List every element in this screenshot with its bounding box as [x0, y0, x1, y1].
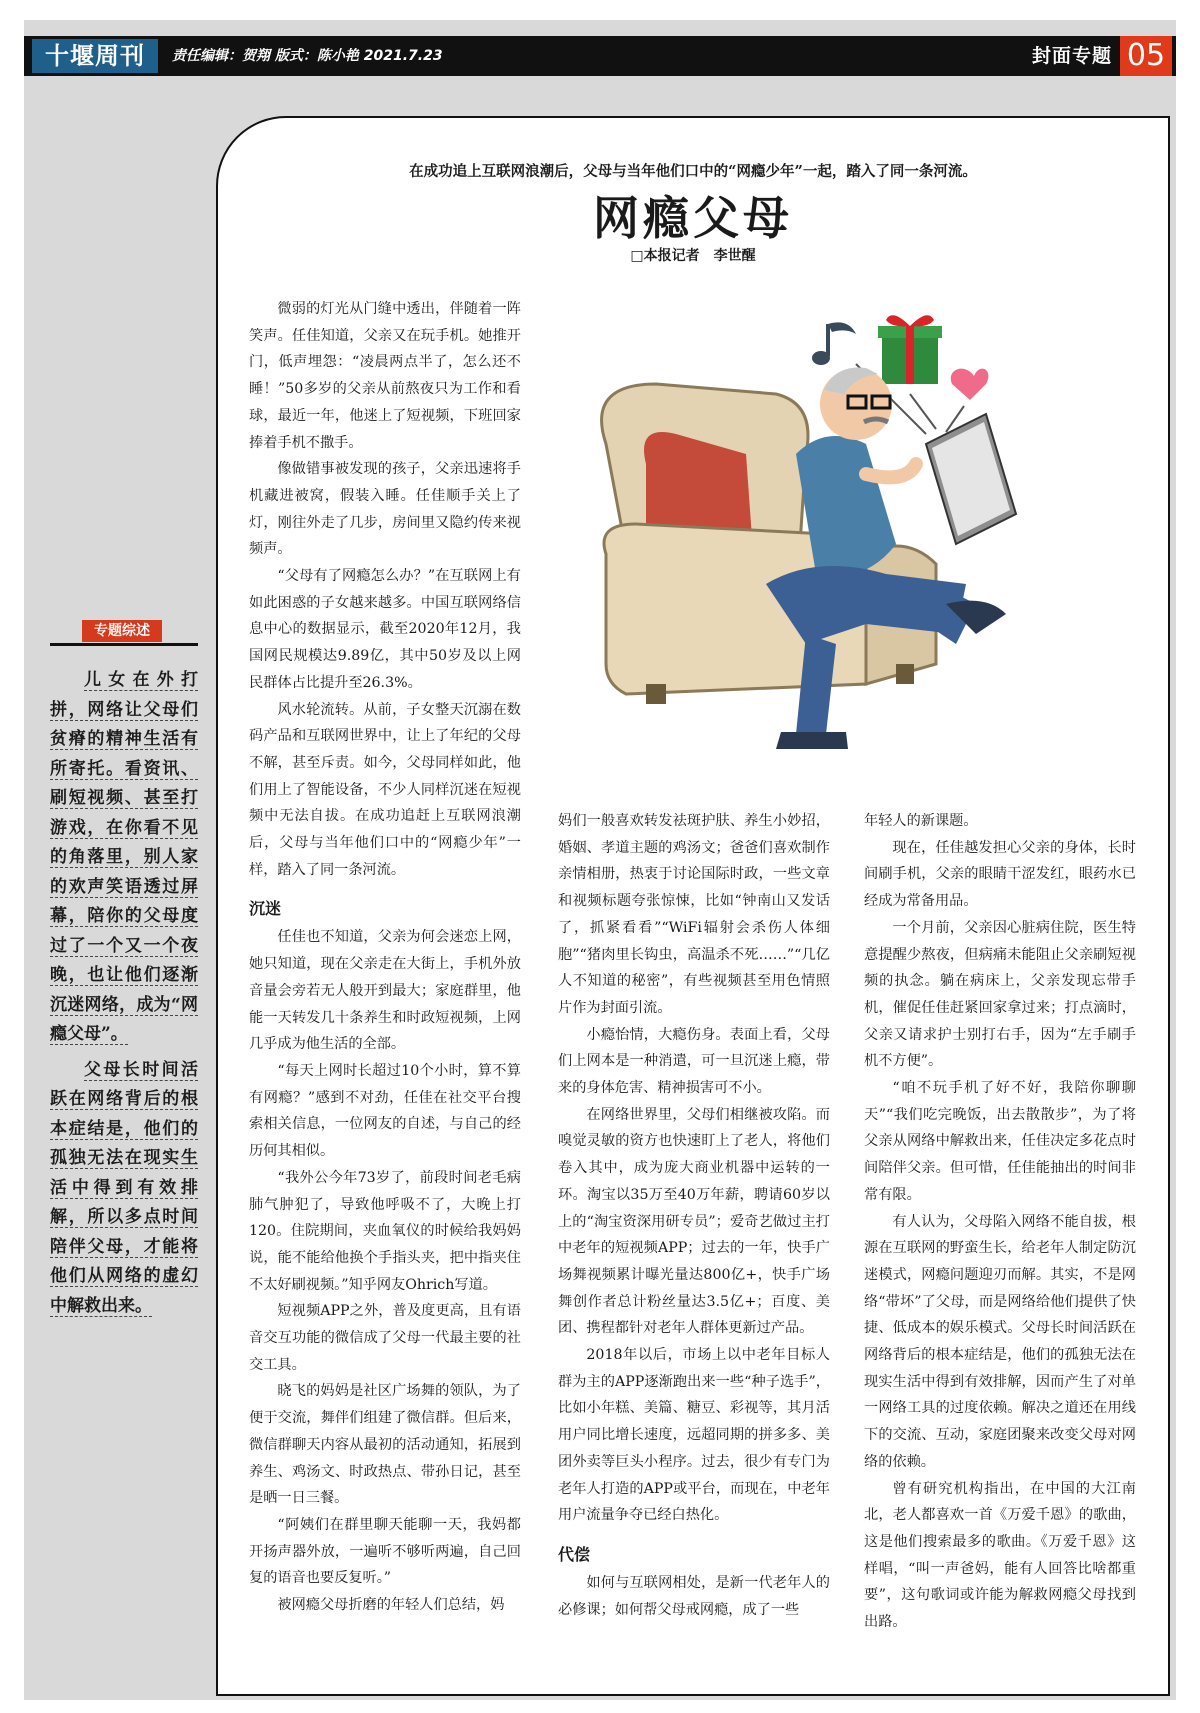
- paragraph: 2018年以后，市场上以中老年目标人群为主的APP逐渐跑出来一些“种子选手”，比如小年糕、美篇、糖豆、彩视等，其月活用户同比增长速度，远超同期的拼多多、美团外卖等巨头小程序。过去，很少有专门为老年人打造的APP或平台，而现在，中老年用户流量争夺已经白热化。: [558, 1347, 830, 1524]
- tablet-device: [926, 414, 1016, 544]
- article-column-2: [558, 808, 830, 1623]
- section-heading: 代偿: [558, 1544, 591, 1564]
- article-title: 网瘾父母: [593, 191, 793, 245]
- section-heading: 沉迷: [249, 899, 282, 919]
- paragraph: “父母有了网瘾怎么办？”在互联网上有如此困惑的子女越来越多。中国互联网络信息中心的数据显示，截至2020年12月，我国网民规模达9.89亿，其中50岁及以上网民群体占比提升至26.3%。: [249, 568, 521, 691]
- paragraph: 在网络世界里，父母们相继被攻陷。而嗅觉灵敏的资方也快速盯上了老人，将他们卷入其中，成为庞大商业机器中运转的一环。淘宝以35万至40万年薪，聘请60岁以上的“淘宝资深用研专员”；爱奇艺做过主打中老年的短视频APP；过去的一年，快手广场舞视频累计曝光量达800亿+，快手广场舞创作者总计粉丝量达3.5亿+；百度、美团、携程都针对老年人群体更新过产品。: [558, 1106, 830, 1337]
- sidebar-divider: [50, 643, 198, 646]
- paragraph: 小瘾怡情，大瘾伤身。表面上看，父母们上网本是一种消遣，可一旦沉迷上瘾，带来的身体危害、精神损害可不小。: [558, 1026, 830, 1097]
- paragraph: 妈们一般喜欢转发祛斑护肤、养生小妙招，婚姻、孝道主题的鸡汤文；爸爸们喜欢制作亲情相册，热衷于讨论国际时政，一些文章和视频标题夸张惊悚，比如“钟南山又发话了，抓紧看看”“WiFi辐射会杀伤人体细胞”“猪肉里长钩虫，高温杀不死……”“几亿人不知道的秘密”，有些视频甚至用色情照片作为封面引流。: [558, 813, 830, 1016]
- article-column-1: [249, 296, 521, 1619]
- heart-icon: [951, 369, 989, 400]
- editor-credits: 责任编辑：贺翔 版式：陈小艳 2021.7.23: [172, 48, 443, 64]
- paragraph: 风水轮流转。从前，子女整天沉溺在数码产品和互联网世界中，让上了年纪的父母不解，甚至斥责。如今，父母同样如此，他们用上了智能设备，不少人同样沉迷在短视频中无法自拔。在成功追赶上互联网浪潮后，父母与当年他们口中的“网瘾少年”一样，踏入了同一条河流。: [249, 701, 521, 878]
- paragraph: “每天上网时长超过10个小时，算不算有网瘾？”感到不对劲，任佳在社交平台搜索相关信息，一位网友的自述，与自己的经历何其相似。: [249, 1062, 521, 1160]
- article-kicker: 在成功追上互联网浪潮后，父母与当年他们口中的“网瘾少年”一起，踏入了同一条河流。: [409, 163, 977, 180]
- sidebar-paragraph: 父母长时间活跃在网络背后的根本症结是，他们的孤独无法在现实生活中得到有效排解，所以多点时间陪伴父母，才能将他们从网络的虚幻中解救出来。: [50, 1059, 198, 1316]
- newspaper-name: 十堰周刊: [32, 39, 158, 73]
- article-byline: □本报记者 李世醒: [630, 248, 756, 264]
- page-number: 05: [1120, 36, 1172, 76]
- illustration-man-with-tablet: [566, 304, 1126, 784]
- article-column-3: [864, 808, 1136, 1636]
- paragraph: 有人认为，父母陷入网络不能自拔，根源在互联网的野蛮生长，给老年人制定防沉迷模式，网瘾问题迎刃而解。其实，不是网络“带坏”了父母，而是网络给他们提供了快捷、低成本的娱乐模式。父母长时间活跃在网络背后的根本症结是，他们的孤独无法在现实生活中得到有效排解，因而产生了对单一网络工具的过度依赖。解决之道还在用线下的交流、互动，家庭团聚来改变父母对网络的依赖。: [864, 1213, 1136, 1470]
- paragraph: 年轻人的新课题。: [864, 813, 978, 829]
- paragraph: 像做错事被发现的孩子，父亲迅速将手机藏进被窝，假装入睡。任佳顺手关上了灯，刚往外走了几步，房间里又隐约传来视频声。: [249, 461, 521, 558]
- paragraph: “阿姨们在群里聊天能聊一天，我妈都开扬声器外放，一遍听不够听两遍，自己回复的语音也要反复听。”: [249, 1516, 521, 1587]
- section-title: 封面专题: [1031, 45, 1112, 67]
- paragraph: 曾有研究机构指出，在中国的大江南北，老人都喜欢一首《万爱千恩》的歌曲，这是他们搜索最多的歌曲。《万爱千恩》这样唱，“叫一声爸妈，能有人回答比啥都重要”，这句歌词或许能为解救网瘾父母找到出路。: [864, 1480, 1136, 1631]
- sidebar-summary: [50, 666, 198, 1321]
- paragraph: 一个月前，父亲因心脏病住院，医生特意提醒少熬夜，但病痛未能阻止父亲刷短视频的执念。躺在病床上，父亲发现忘带手机，催促任佳赶紧回家拿过来；打点滴时，父亲又请求护士别打右手，因为“左手刷手机不方便”。: [864, 919, 1136, 1070]
- page-header-bar: [24, 36, 1176, 76]
- paragraph: 微弱的灯光从门缝中透出，伴随着一阵笑声。任佳知道，父亲又在玩手机。她推开门，低声埋怨：“凌晨两点半了，怎么还不睡！”50多岁的父亲从前熬夜只为工作和看球，最近一年，他迷上了短视频，下班回家捧着手机不撒手。: [249, 301, 521, 451]
- paragraph: 被网瘾父母折磨的年轻人们总结，妈: [277, 1597, 505, 1614]
- music-note-icon: [812, 322, 856, 365]
- sidebar-paragraph: 儿女在外打拼，网络让父母们贫瘠的精神生活有所寄托。看资讯、刷短视频、甚至打游戏，在你看不见的角落里，别人家的欢声笑语透过屏幕，陪你的父母度过了一个又一个夜晚，也让他们逐渐沉迷网络，成为“网瘾父母”。: [50, 670, 198, 1044]
- paragraph: 晓飞的妈妈是社区广场舞的领队，为了便于交流，舞伴们组建了微信群。但后来，微信群聊天内容从最初的活动通知，拓展到养生、鸡汤文、时政热点、带孙日记，甚至是晒一日三餐。: [249, 1383, 521, 1507]
- paragraph: 任佳也不知道，父亲为何会迷恋上网，她只知道，现在父亲走在大街上，手机外放音量会旁若无人般开到最大；家庭群里，他能一天转发几十条养生和时政短视频，上网几乎成为他生活的全部。: [249, 929, 521, 1053]
- gift-box-icon: [878, 315, 942, 384]
- paragraph: “咱不玩手机了好不好，我陪你聊聊天”“我们吃完晚饭，出去散散步”，为了将父亲从网络中解救出来，任佳决定多花点时间陪伴父亲。但可惜，任佳能抽出的时间非常有限。: [864, 1080, 1136, 1203]
- paragraph: 现在，任佳越发担心父亲的身体，长时间刷手机，父亲的眼睛干涩发红，眼药水已经成为常备用品。: [864, 839, 1136, 910]
- paragraph: 如何与互联网相处，是新一代老年人的必修课；如何帮父母戒网瘾，成了一些: [558, 1574, 830, 1618]
- paragraph: “我外公今年73岁了，前段时间老毛病肺气肿犯了，导致他呼吸不了，大晚上打120。住院期间，夹血氧仪的时候给我妈妈说，能不能给他换个手指头夹，把中指夹住不太好刷视频。”知乎网友Ohrich写道。: [249, 1169, 521, 1293]
- sidebar-tag: 专题综述: [82, 620, 162, 642]
- paragraph: 短视频APP之外，普及度更高，且有语音交互功能的微信成了父母一代最主要的社交工具。: [249, 1303, 521, 1373]
